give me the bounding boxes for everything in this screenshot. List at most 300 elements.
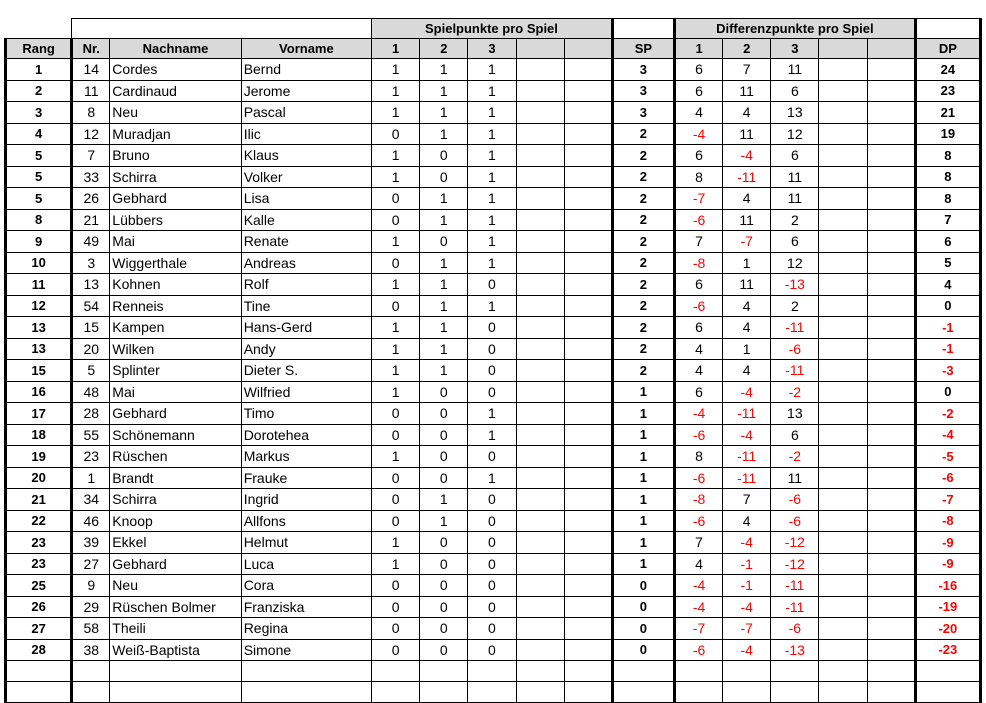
game1-cell: 0 [372,188,420,210]
vorname-cell: Andy [241,338,371,360]
sp-cell: 1 [612,489,674,511]
diff2-cell: -11 [723,403,771,425]
game5-cell [564,102,612,124]
nr-cell: 28 [72,403,110,425]
diff4-cell [819,59,867,81]
diff5-cell [867,188,915,210]
diff1-cell: -7 [674,188,722,210]
col-header-sp: SP [612,39,674,59]
dp-cell: -5 [915,446,980,468]
table-row [6,317,981,339]
nachname-cell: Mai [110,381,241,403]
nr-cell: 34 [72,489,110,511]
dp-cell: 8 [915,166,980,188]
col-header-vorname: Vorname [241,39,371,59]
col-header-diff3: 3 [771,39,819,59]
empty-cell [674,661,722,682]
game2-cell: 1 [420,489,468,511]
empty-cell [372,661,420,682]
diff2-cell: 11 [723,80,771,102]
game4-cell [516,209,564,231]
empty-cell [819,661,867,682]
vorname-cell: Franziska [241,596,371,618]
diff4-cell [819,618,867,640]
table-row [6,639,981,661]
diff2-cell: -4 [723,532,771,554]
col-header-dp: DP [915,39,980,59]
sp-cell: 2 [612,295,674,317]
game2-cell: 0 [420,145,468,167]
dp-cell: -3 [915,360,980,382]
game5-cell [564,274,612,296]
game1-cell: 1 [372,274,420,296]
nr-cell: 11 [72,80,110,102]
diff1-cell: 4 [674,360,722,382]
diff1-cell: 6 [674,381,722,403]
diff5-cell [867,596,915,618]
diff5-cell [867,252,915,274]
game2-cell: 0 [420,553,468,575]
game2-cell: 1 [420,274,468,296]
game2-cell: 1 [420,59,468,81]
game3-cell: 0 [468,618,516,640]
col-header-rang: Rang [6,39,72,59]
game4-cell [516,188,564,210]
game1-cell: 1 [372,360,420,382]
nachname-cell: Gebhard [110,403,241,425]
diff2-cell: 1 [723,338,771,360]
diff1-cell: -6 [674,424,722,446]
game4-cell [516,231,564,253]
diff4-cell [819,317,867,339]
dp-cell: 19 [915,123,980,145]
game3-cell: 0 [468,360,516,382]
diff5-cell [867,145,915,167]
empty-cell [564,661,612,682]
diff5-cell [867,381,915,403]
game4-cell [516,274,564,296]
table-row [6,596,981,618]
diff1-cell: 4 [674,102,722,124]
game5-cell [564,360,612,382]
diff2-cell: -11 [723,446,771,468]
table-row [6,553,981,575]
diff3-cell: 11 [771,188,819,210]
diff3-cell: 2 [771,295,819,317]
game4-cell [516,338,564,360]
game4-cell [516,532,564,554]
diff4-cell [819,596,867,618]
diff4-cell [819,80,867,102]
game5-cell [564,338,612,360]
game5-cell [564,123,612,145]
diff4-cell [819,231,867,253]
vorname-cell: Frauke [241,467,371,489]
rang-cell: 28 [6,639,72,661]
game3-cell: 0 [468,532,516,554]
nr-cell: 49 [72,231,110,253]
sp-cell: 2 [612,252,674,274]
table-row [6,338,981,360]
diff5-cell [867,639,915,661]
diff3-cell: -2 [771,446,819,468]
rang-cell: 5 [6,188,72,210]
game5-cell [564,80,612,102]
diff5-cell [867,403,915,425]
sp-cell: 0 [612,618,674,640]
empty-cell [241,661,371,682]
nr-cell: 20 [72,338,110,360]
vorname-cell: Volker [241,166,371,188]
sp-group-spacer [612,19,674,39]
diff5-cell [867,209,915,231]
nr-cell: 7 [72,145,110,167]
diff4-cell [819,467,867,489]
game5-cell [564,446,612,468]
game5-cell [564,575,612,597]
rang-cell: 4 [6,123,72,145]
diff1-cell: -6 [674,295,722,317]
table-row [6,403,981,425]
game3-cell: 0 [468,575,516,597]
nr-cell: 27 [72,553,110,575]
game5-cell [564,59,612,81]
sp-cell: 2 [612,209,674,231]
game4-cell [516,467,564,489]
game4-cell [516,403,564,425]
sp-cell: 0 [612,639,674,661]
game2-cell: 1 [420,317,468,339]
diff2-cell: -7 [723,618,771,640]
game3-cell: 1 [468,145,516,167]
sp-cell: 2 [612,274,674,296]
vorname-cell: Ingrid [241,489,371,511]
nachname-cell: Weiß-Baptista [110,639,241,661]
diff2-cell: -7 [723,231,771,253]
game5-cell [564,639,612,661]
dp-cell: 8 [915,145,980,167]
column-header-row [6,39,981,59]
dp-cell: -6 [915,467,980,489]
corner-empty-cell [6,19,72,39]
vorname-cell: Lisa [241,188,371,210]
nachname-cell: Cardinaud [110,80,241,102]
game5-cell [564,166,612,188]
diff5-cell [867,446,915,468]
diff5-cell [867,231,915,253]
sp-cell: 0 [612,575,674,597]
diff1-cell: -6 [674,510,722,532]
standings-table [4,18,982,703]
rang-cell: 13 [6,338,72,360]
diff2-cell: -1 [723,553,771,575]
diff4-cell [819,639,867,661]
nachname-cell: Renneis [110,295,241,317]
dp-cell: -23 [915,639,980,661]
game2-cell: 1 [420,295,468,317]
diff3-cell: -12 [771,532,819,554]
nr-cell: 26 [72,188,110,210]
diff5-cell [867,166,915,188]
rang-cell: 11 [6,274,72,296]
diff3-cell: 11 [771,166,819,188]
empty-cell [915,661,980,682]
game2-cell: 1 [420,360,468,382]
dp-cell: -8 [915,510,980,532]
nachname-cell: Schirra [110,489,241,511]
game2-cell: 1 [420,80,468,102]
diff3-cell: 6 [771,231,819,253]
vorname-cell: Tine [241,295,371,317]
table-row [6,424,981,446]
table-row [6,446,981,468]
diff5-cell [867,338,915,360]
sp-cell: 2 [612,145,674,167]
empty-cell [72,661,110,682]
game3-cell: 0 [468,553,516,575]
diff2-cell: -4 [723,424,771,446]
empty-header-cell [72,19,372,39]
game2-cell: 0 [420,424,468,446]
game4-cell [516,102,564,124]
game4-cell [516,381,564,403]
game1-cell: 0 [372,510,420,532]
diff1-cell: 4 [674,338,722,360]
sp-cell: 2 [612,188,674,210]
nachname-cell: Muradjan [110,123,241,145]
game5-cell [564,188,612,210]
rang-cell: 5 [6,145,72,167]
game2-cell: 0 [420,532,468,554]
game5-cell [564,295,612,317]
game4-cell [516,596,564,618]
sp-cell: 2 [612,317,674,339]
dp-cell: -7 [915,489,980,511]
diff1-cell: 4 [674,553,722,575]
diff4-cell [819,360,867,382]
diff4-cell [819,295,867,317]
game1-cell: 1 [372,532,420,554]
dp-cell: 0 [915,295,980,317]
game3-cell: 0 [468,510,516,532]
game2-cell: 0 [420,639,468,661]
game2-cell: 0 [420,403,468,425]
game5-cell [564,403,612,425]
nachname-cell: Rüschen Bolmer [110,596,241,618]
nr-cell: 33 [72,166,110,188]
diff1-cell: 8 [674,166,722,188]
nachname-cell: Knoop [110,510,241,532]
sp-cell: 2 [612,231,674,253]
game3-cell: 1 [468,231,516,253]
rang-cell: 17 [6,403,72,425]
game1-cell: 0 [372,467,420,489]
game4-cell [516,639,564,661]
vorname-cell: Hans-Gerd [241,317,371,339]
table-row [6,209,981,231]
diff3-cell: 2 [771,209,819,231]
diff3-cell: -6 [771,338,819,360]
diff1-cell: -8 [674,252,722,274]
diff5-cell [867,102,915,124]
sp-cell: 1 [612,446,674,468]
game4-cell [516,166,564,188]
diff4-cell [819,532,867,554]
rang-cell: 15 [6,360,72,382]
rang-cell: 3 [6,102,72,124]
table-row [6,618,981,640]
game1-cell: 0 [372,295,420,317]
game5-cell [564,381,612,403]
sp-cell: 1 [612,467,674,489]
game2-cell: 1 [420,338,468,360]
empty-cell [420,661,468,682]
vorname-cell: Klaus [241,145,371,167]
game1-cell: 0 [372,575,420,597]
diff5-cell [867,424,915,446]
sp-cell: 1 [612,532,674,554]
dp-cell: -20 [915,618,980,640]
diff2-cell: -11 [723,166,771,188]
table-row [6,145,981,167]
diff4-cell [819,274,867,296]
dp-cell: -19 [915,596,980,618]
game2-cell: 0 [420,446,468,468]
game3-cell: 1 [468,80,516,102]
game5-cell [564,467,612,489]
game1-cell: 0 [372,209,420,231]
diff5-cell [867,360,915,382]
diff4-cell [819,403,867,425]
empty-cell [867,661,915,682]
diff3-cell: -6 [771,618,819,640]
diff4-cell [819,166,867,188]
diff3-cell: 12 [771,123,819,145]
game4-cell [516,424,564,446]
nachname-cell: Kohnen [110,274,241,296]
diff2-cell: 4 [723,360,771,382]
game3-cell: 0 [468,489,516,511]
vorname-cell: Cora [241,575,371,597]
diff4-cell [819,510,867,532]
game5-cell [564,209,612,231]
diff3-cell: 6 [771,145,819,167]
diff5-cell [867,618,915,640]
game5-cell [564,252,612,274]
nr-cell: 29 [72,596,110,618]
nr-cell: 9 [72,575,110,597]
game4-cell [516,145,564,167]
nachname-cell: Neu [110,575,241,597]
game2-cell: 1 [420,123,468,145]
game3-cell: 1 [468,252,516,274]
rang-cell: 13 [6,317,72,339]
table-row [6,80,981,102]
nr-cell: 54 [72,295,110,317]
diff4-cell [819,188,867,210]
game2-cell: 1 [420,209,468,231]
rang-cell: 26 [6,596,72,618]
game3-cell: 0 [468,274,516,296]
nr-cell: 15 [72,317,110,339]
rang-cell: 23 [6,532,72,554]
game2-cell: 0 [420,231,468,253]
diff3-cell: 12 [771,252,819,274]
table-row [6,295,981,317]
sp-cell: 2 [612,123,674,145]
diff5-cell [867,317,915,339]
diff4-cell [819,489,867,511]
game1-cell: 0 [372,403,420,425]
sp-cell: 2 [612,360,674,382]
diff3-cell: -11 [771,596,819,618]
diff2-cell: -4 [723,639,771,661]
sp-cell: 1 [612,381,674,403]
dp-cell: -9 [915,532,980,554]
diff3-cell: -11 [771,360,819,382]
game1-cell: 0 [372,596,420,618]
rang-cell: 19 [6,446,72,468]
dp-cell: 7 [915,209,980,231]
game5-cell [564,317,612,339]
diff3-cell: -11 [771,575,819,597]
diff2-cell: 4 [723,317,771,339]
rang-cell: 1 [6,59,72,81]
nachname-cell: Mai [110,231,241,253]
vorname-cell: Wilfried [241,381,371,403]
diff4-cell [819,424,867,446]
nr-cell: 46 [72,510,110,532]
diff2-cell: -4 [723,596,771,618]
game3-cell: 1 [468,209,516,231]
game4-cell [516,123,564,145]
diff4-cell [819,252,867,274]
game2-cell: 0 [420,467,468,489]
dp-cell: 6 [915,231,980,253]
game3-cell: 1 [468,59,516,81]
vorname-cell: Kalle [241,209,371,231]
nachname-cell: Cordes [110,59,241,81]
dp-cell: -16 [915,575,980,597]
col-header-game5 [564,39,612,59]
diff3-cell: 11 [771,467,819,489]
game1-cell: 0 [372,424,420,446]
nr-cell: 55 [72,424,110,446]
col-header-nachname: Nachname [110,39,241,59]
nachname-cell: Wiggerthale [110,252,241,274]
group-header-row [6,19,981,39]
diff5-cell [867,553,915,575]
sp-cell: 1 [612,553,674,575]
sp-cell: 1 [612,424,674,446]
col-header-nr: Nr. [72,39,110,59]
diff1-cell: 6 [674,317,722,339]
rang-cell: 9 [6,231,72,253]
game3-cell: 0 [468,639,516,661]
standings-body [6,59,981,703]
diff3-cell: 6 [771,424,819,446]
diff1-cell: -6 [674,639,722,661]
nr-cell: 48 [72,381,110,403]
diff3-cell: 11 [771,59,819,81]
game1-cell: 0 [372,618,420,640]
nachname-cell: Gebhard [110,188,241,210]
game5-cell [564,489,612,511]
sp-cell: 3 [612,59,674,81]
nachname-cell: Splinter [110,360,241,382]
dp-cell: 24 [915,59,980,81]
vorname-cell: Allfons [241,510,371,532]
